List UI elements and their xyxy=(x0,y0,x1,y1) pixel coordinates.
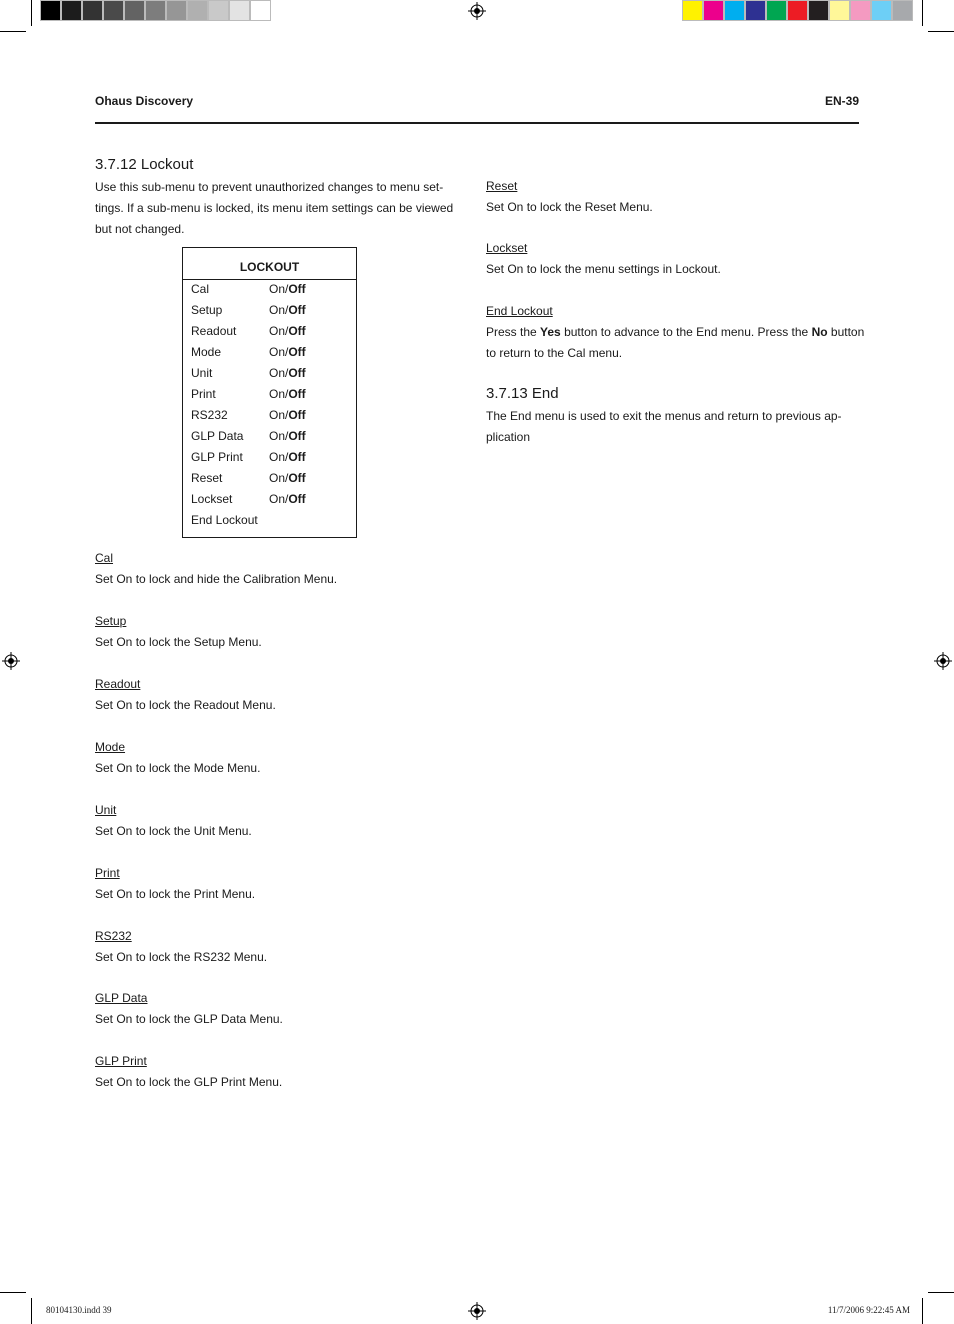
row-value: On/Off xyxy=(269,324,306,338)
item-description-block xyxy=(486,238,721,280)
item-description-block xyxy=(95,611,262,653)
color-swatch xyxy=(145,0,166,21)
crop-mark xyxy=(928,31,954,32)
row-name: Print xyxy=(191,387,216,401)
item-desc: Set On to lock the GLP Print Menu. xyxy=(95,1075,283,1089)
end-line: plication xyxy=(486,430,531,444)
item-description-block xyxy=(95,988,283,1030)
item-title: Mode xyxy=(95,740,126,754)
row-value: On/Off xyxy=(269,492,306,506)
crop-mark xyxy=(0,31,26,32)
color-swatch xyxy=(124,0,145,21)
color-swatch xyxy=(61,0,82,21)
lockout-table-row xyxy=(191,321,351,342)
row-name: Reset xyxy=(191,471,223,485)
item-desc: Set On to lock the Reset Menu. xyxy=(486,200,653,214)
item-title: GLP Print xyxy=(95,1054,147,1068)
item-title: End Lockout xyxy=(486,304,553,318)
color-swatch xyxy=(40,0,61,21)
row-name: Lockset xyxy=(191,492,233,506)
no-button-label: No xyxy=(811,325,828,339)
lockout-table-row xyxy=(191,510,351,531)
lockout-table-row xyxy=(191,363,351,384)
row-name: Mode xyxy=(191,345,222,359)
lockout-table-row xyxy=(191,279,351,300)
color-swatch xyxy=(850,0,871,21)
lockout-table-row xyxy=(191,447,351,468)
row-name: GLP Data xyxy=(191,429,244,443)
item-title: Cal xyxy=(95,551,114,565)
lockout-table-row xyxy=(191,300,351,321)
item-desc: Set On to lock the Unit Menu. xyxy=(95,824,252,838)
item-description-block xyxy=(95,800,252,842)
item-title: GLP Data xyxy=(95,991,148,1005)
item-desc: Set On to lock and hide the Calibration Menu. xyxy=(95,572,338,586)
row-name: Unit xyxy=(191,366,213,380)
intro-line: but not changed. xyxy=(95,222,185,236)
registration-mark-icon xyxy=(934,652,952,670)
item-desc: Set On to lock the Setup Menu. xyxy=(95,635,262,649)
color-swatch xyxy=(871,0,892,21)
registration-mark-icon xyxy=(2,652,20,670)
item-title: Setup xyxy=(95,614,127,628)
color-swatch xyxy=(682,0,703,21)
item-title: Readout xyxy=(95,677,141,691)
item-title: Unit xyxy=(95,803,117,817)
item-desc: Press the Yes button to advance to the End menu. Press the No button xyxy=(486,325,865,339)
lockout-table-row xyxy=(191,405,351,426)
row-value: On/Off xyxy=(269,282,306,296)
color-swatch xyxy=(766,0,787,21)
crop-mark xyxy=(928,1292,954,1293)
crop-mark xyxy=(922,0,923,26)
item-desc: Set On to lock the Readout Menu. xyxy=(95,698,276,712)
end-line: The End menu is used to exit the menus and return to previous ap- xyxy=(486,409,842,423)
row-value: On/Off xyxy=(269,450,306,464)
lockout-menu-table xyxy=(182,247,357,538)
row-name: Cal xyxy=(191,282,210,296)
item-description-block xyxy=(486,176,653,218)
color-swatch xyxy=(808,0,829,21)
row-value: On/Off xyxy=(269,387,306,401)
row-value: On/Off xyxy=(269,366,306,380)
intro-line: tings. If a sub-menu is locked, its menu item settings can be viewed xyxy=(95,201,454,215)
crop-mark xyxy=(922,1298,923,1324)
yes-button-label: Yes xyxy=(540,325,561,339)
lockout-table-row xyxy=(191,468,351,489)
row-value: On/Off xyxy=(269,471,306,485)
row-value: On/Off xyxy=(269,408,306,422)
file-slug: 80104130.indd 39 xyxy=(46,1305,112,1315)
color-swatch xyxy=(787,0,808,21)
row-name: End Lockout xyxy=(191,513,258,527)
color-swatch xyxy=(82,0,103,21)
header-rule xyxy=(95,122,859,124)
row-name: GLP Print xyxy=(191,450,243,464)
item-description-block xyxy=(95,737,260,779)
color-swatch xyxy=(250,0,271,21)
lockout-table-row xyxy=(191,342,351,363)
crop-mark xyxy=(31,1298,32,1324)
section-heading-end: 3.7.13 End xyxy=(486,385,559,402)
item-title: Print xyxy=(95,866,120,880)
item-end-lockout xyxy=(486,301,864,364)
item-desc: Set On to lock the RS232 Menu. xyxy=(95,950,268,964)
item-description-block xyxy=(95,863,255,905)
color-swatch xyxy=(745,0,766,21)
item-title: RS232 xyxy=(95,929,132,943)
item-title: Lockset xyxy=(486,241,528,255)
color-swatch xyxy=(724,0,745,21)
lockout-table-title: LOCKOUT xyxy=(239,260,300,274)
item-description-block xyxy=(95,548,337,590)
page-number: EN-39 xyxy=(824,94,859,108)
end-description xyxy=(486,406,842,448)
row-name: RS232 xyxy=(191,408,228,422)
row-name: Setup xyxy=(191,303,223,317)
item-desc: Set On to lock the Print Menu. xyxy=(95,887,256,901)
lockout-table-row xyxy=(191,426,351,447)
crop-mark xyxy=(31,0,32,26)
registration-mark-icon xyxy=(468,1302,486,1320)
item-title: Reset xyxy=(486,179,518,193)
row-value: On/Off xyxy=(269,303,306,317)
item-desc: Set On to lock the GLP Data Menu. xyxy=(95,1012,283,1026)
row-value: On/Off xyxy=(269,429,306,443)
row-name: Readout xyxy=(191,324,237,338)
color-swatch xyxy=(703,0,724,21)
grayscale-bar xyxy=(40,0,271,22)
item-desc: to return to the Cal menu. xyxy=(486,346,623,360)
color-swatch xyxy=(229,0,250,21)
row-value: On/Off xyxy=(269,345,306,359)
lockout-table-row xyxy=(191,489,351,510)
color-swatch xyxy=(166,0,187,21)
registration-mark-icon xyxy=(468,2,486,20)
item-description-block xyxy=(95,674,276,716)
section-heading-lockout: 3.7.12 Lockout xyxy=(95,156,194,173)
intro-line: Use this sub-menu to prevent unauthorized changes to menu set- xyxy=(95,180,444,194)
running-header-title: Ohaus Discovery xyxy=(95,94,194,108)
item-description-block xyxy=(95,926,267,968)
color-swatch xyxy=(892,0,913,21)
color-swatch xyxy=(208,0,229,21)
item-desc: Set On to lock the Mode Menu. xyxy=(95,761,261,775)
lockout-intro xyxy=(95,177,453,240)
item-description-block xyxy=(95,1051,282,1093)
item-desc: Set On to lock the menu settings in Lockout. xyxy=(486,262,721,276)
color-bar xyxy=(682,0,913,22)
color-swatch xyxy=(187,0,208,21)
color-swatch xyxy=(103,0,124,21)
crop-mark xyxy=(0,1292,26,1293)
color-swatch xyxy=(829,0,850,21)
lockout-table-row xyxy=(191,384,351,405)
timestamp-slug: 11/7/2006 9:22:45 AM xyxy=(827,1305,910,1315)
